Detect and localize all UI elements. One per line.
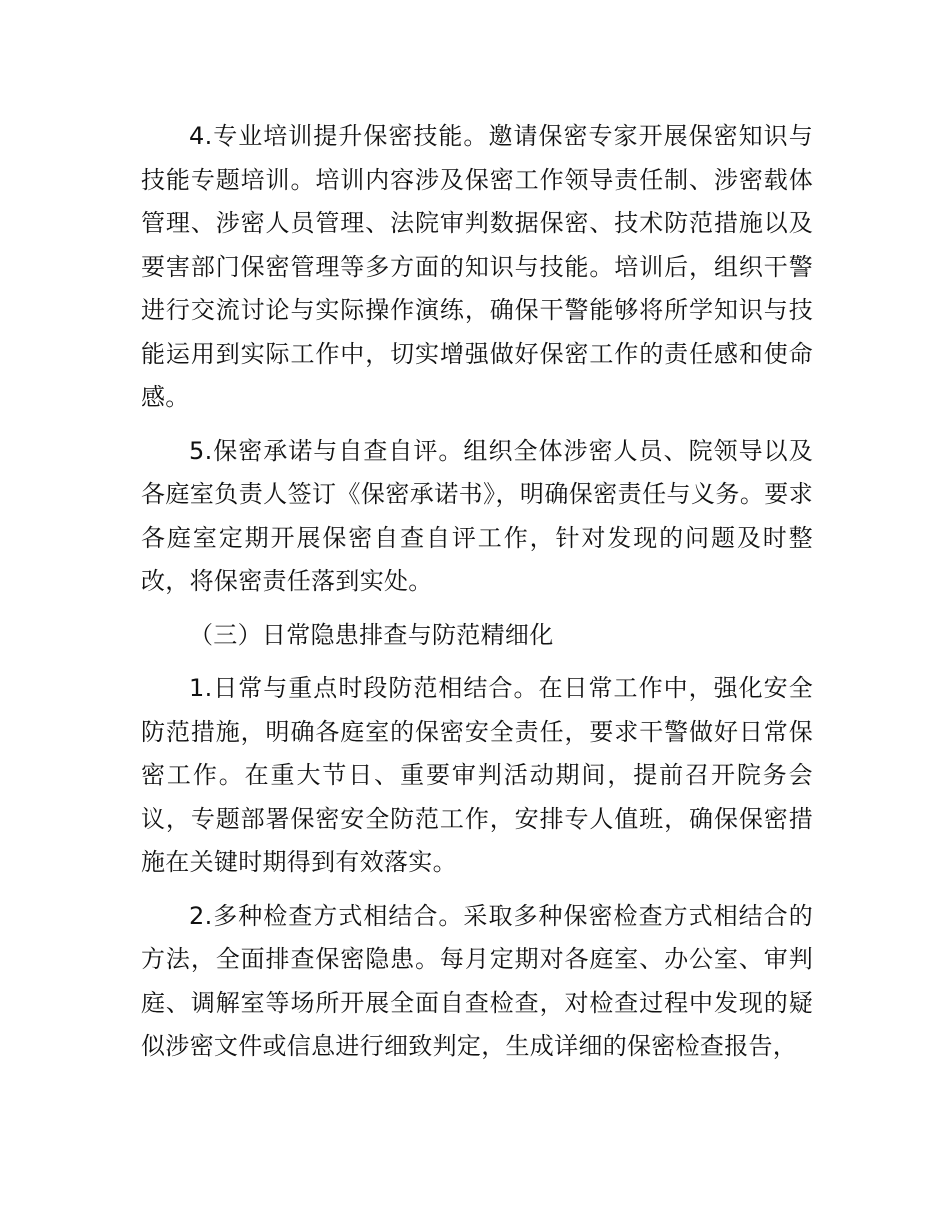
- paragraph-confidentiality-pledge: 5.保密承诺与自查自评。组织全体涉密人员、院领导以及各庭室负责人签订《保密承诺书》，明确保密责任与义务。要求各庭室定期开展保密自查自评工作，针对发现的问题及时整改，将保密责任落到实处。: [141, 436, 813, 595]
- paragraph-multiple-inspection-methods: 2.多种检查方式相结合。采取多种保密检查方式相结合的方法，全面排查保密隐患。每月定期对各庭室、办公室、审判庭、调解室等场所开展全面自查检查，对检查过程中发现的疑似涉密文件或信息进行细致判定，生成详细的保密检查报告，: [141, 901, 813, 1060]
- document-body: [141, 115, 813, 1079]
- paragraph-daily-and-key-period-prevention: 1.日常与重点时段防范相结合。在日常工作中，强化安全防范措施，明确各庭室的保密安全责任，要求干警做好日常保密工作。在重大节日、重要审判活动期间，提前召开院务会议，专题部署保密安全防范工作，安排专人值班，确保保密措施在关键时期得到有效落实。: [141, 674, 813, 876]
- paragraph-professional-training: 4.专业培训提升保密技能。邀请保密专家开展保密知识与技能专题培训。培训内容涉及保密工作领导责任制、涉密载体管理、涉密人员管理、法院审判数据保密、技术防范措施以及要害部门保密管理等多方面的知识与技能。培训后，组织干警进行交流讨论与实际操作演练，确保干警能够将所学知识与技能运用到实际工作中，切实增强做好保密工作的责任感和使命感。: [141, 122, 813, 411]
- section-heading-daily-hazard-inspection: （三）日常隐患排查与防范精细化: [189, 620, 554, 649]
